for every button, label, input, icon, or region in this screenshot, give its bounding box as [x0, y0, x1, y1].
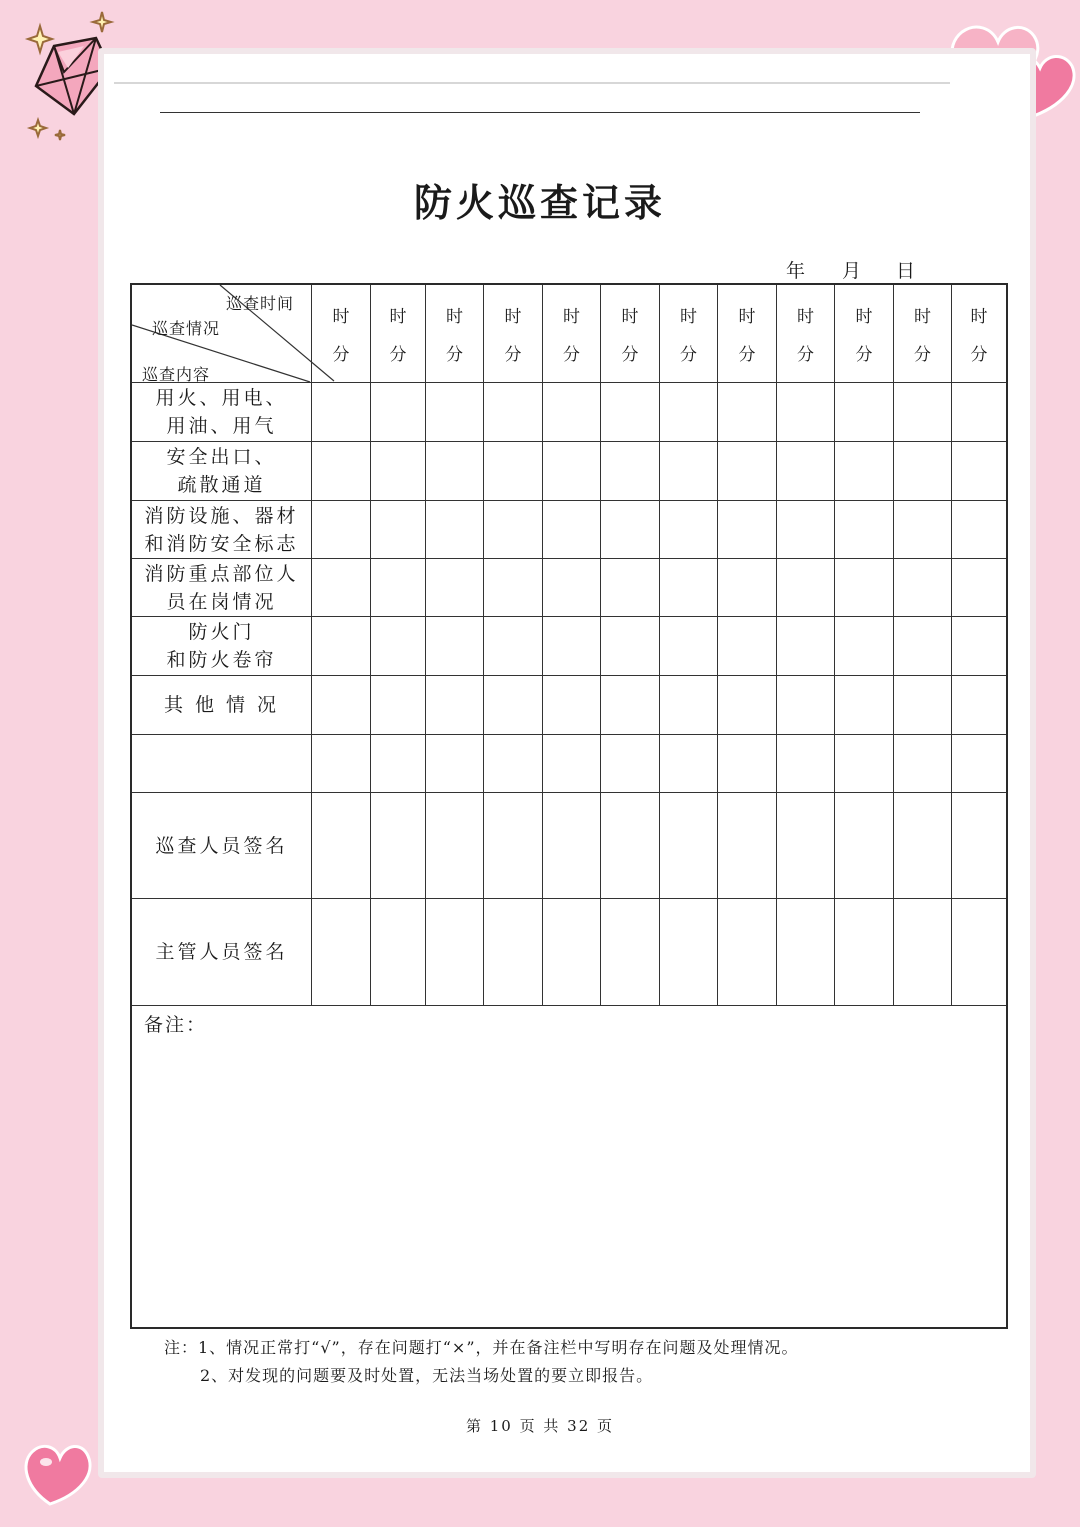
check-cell[interactable] [484, 617, 543, 676]
signature-cell[interactable] [718, 793, 777, 899]
check-cell[interactable] [718, 735, 777, 793]
check-cell[interactable] [952, 442, 1006, 501]
signature-cell[interactable] [835, 899, 894, 1006]
time-column-header [718, 285, 777, 383]
check-cell[interactable] [660, 617, 718, 676]
check-cell[interactable] [718, 383, 777, 442]
signature-cell[interactable] [777, 899, 835, 1006]
check-cell[interactable] [777, 442, 835, 501]
check-cell[interactable] [835, 559, 894, 617]
check-cell[interactable] [718, 442, 777, 501]
time-column-header [601, 285, 660, 383]
hour-label: 时 [914, 306, 931, 327]
check-cell[interactable] [371, 617, 426, 676]
footer-prefix: 第 [465, 1417, 483, 1435]
check-cell[interactable] [952, 676, 1006, 735]
check-cell[interactable] [426, 383, 484, 442]
hour-label: 时 [332, 306, 350, 327]
check-cell[interactable] [601, 501, 660, 559]
check-cell[interactable] [835, 676, 894, 735]
minute-label: 分 [914, 345, 931, 366]
signature-label: 巡查人员签名 [132, 793, 312, 899]
page-title: 防火巡查记录 [413, 180, 666, 225]
minute-label: 分 [797, 345, 814, 366]
check-cell[interactable] [952, 559, 1006, 617]
signature-cell[interactable] [952, 899, 1006, 1006]
signature-cell[interactable] [835, 793, 894, 899]
signature-cell[interactable] [484, 793, 543, 899]
note-2: 2、对发现的问题要及时处置，无法当场处置的要立即报告。 [200, 1366, 654, 1385]
minute-label: 分 [680, 345, 697, 366]
signature-cell[interactable] [426, 899, 484, 1006]
check-cell[interactable] [835, 383, 894, 442]
signature-cell[interactable] [543, 899, 601, 1006]
signature-cell[interactable] [484, 899, 543, 1006]
time-column-header [371, 285, 426, 383]
check-cell[interactable] [371, 735, 426, 793]
check-cell[interactable] [777, 559, 835, 617]
hour-label: 时 [970, 306, 988, 327]
signature-cell[interactable] [777, 793, 835, 899]
heart-icon [16, 1430, 96, 1510]
check-cell[interactable] [660, 676, 718, 735]
check-cell[interactable] [484, 501, 543, 559]
check-cell[interactable] [660, 383, 718, 442]
hour-label: 时 [797, 306, 814, 327]
check-cell[interactable] [426, 617, 484, 676]
minute-label: 分 [970, 345, 988, 366]
signature-cell[interactable] [660, 899, 718, 1006]
remarks-cell[interactable] [132, 1006, 1006, 1327]
signature-cell[interactable] [718, 899, 777, 1006]
footer-total-pages: 32 [567, 1417, 591, 1435]
check-cell[interactable] [718, 617, 777, 676]
page-footer [0, 1415, 1080, 1436]
time-column-header [484, 285, 543, 383]
footer-suffix: 页 [597, 1417, 615, 1435]
check-cell[interactable] [777, 735, 835, 793]
minute-label: 分 [855, 345, 873, 366]
hour-label: 时 [855, 306, 873, 327]
row-label: 消防设施、器材 和消防安全标志 [132, 501, 312, 559]
check-cell[interactable] [426, 559, 484, 617]
check-cell[interactable] [484, 442, 543, 501]
signature-cell[interactable] [952, 793, 1006, 899]
minute-label: 分 [389, 345, 407, 366]
row-label [132, 735, 312, 793]
check-cell[interactable] [312, 617, 371, 676]
check-cell[interactable] [601, 442, 660, 501]
hour-label: 时 [446, 306, 463, 327]
footer-page-number: 10 [489, 1417, 513, 1435]
check-cell[interactable] [312, 559, 371, 617]
row-label: 防火门 和防火卷帘 [132, 617, 312, 676]
check-cell[interactable] [312, 735, 371, 793]
signature-cell[interactable] [426, 793, 484, 899]
check-cell[interactable] [718, 559, 777, 617]
check-cell[interactable] [777, 501, 835, 559]
hour-label: 时 [389, 306, 407, 327]
check-cell[interactable] [426, 442, 484, 501]
check-cell[interactable] [312, 676, 371, 735]
check-cell[interactable] [660, 501, 718, 559]
time-column-header [835, 285, 894, 383]
check-cell[interactable] [484, 676, 543, 735]
minute-label: 分 [563, 345, 580, 366]
check-cell[interactable] [543, 383, 601, 442]
hour-label: 时 [621, 306, 639, 327]
check-cell[interactable] [777, 617, 835, 676]
date-day: 日 [896, 260, 916, 282]
signature-cell[interactable] [312, 899, 371, 1006]
check-cell[interactable] [371, 676, 426, 735]
check-cell[interactable] [601, 735, 660, 793]
check-cell[interactable] [543, 735, 601, 793]
check-cell[interactable] [601, 617, 660, 676]
check-cell[interactable] [952, 617, 1006, 676]
check-cell[interactable] [660, 559, 718, 617]
minute-label: 分 [446, 345, 463, 366]
minute-label: 分 [738, 345, 756, 366]
signature-cell[interactable] [371, 793, 426, 899]
check-cell[interactable] [718, 501, 777, 559]
check-cell[interactable] [894, 559, 952, 617]
time-column-header [894, 285, 952, 383]
row-label: 消防重点部位人 员在岗情况 [132, 559, 312, 617]
check-cell[interactable] [601, 559, 660, 617]
footer-middle: 页 共 [519, 1417, 561, 1435]
check-cell[interactable] [894, 383, 952, 442]
time-column-header [952, 285, 1006, 383]
check-cell[interactable] [718, 676, 777, 735]
check-cell[interactable] [601, 383, 660, 442]
check-cell[interactable] [660, 735, 718, 793]
check-cell[interactable] [312, 442, 371, 501]
patrol-record-table [130, 283, 1008, 1329]
hour-label: 时 [504, 306, 522, 327]
check-cell[interactable] [835, 617, 894, 676]
hour-label: 时 [738, 306, 756, 327]
header-patrol-situation: 巡查情况 [152, 319, 221, 338]
minute-label: 分 [504, 345, 522, 366]
check-cell[interactable] [426, 735, 484, 793]
minute-label: 分 [621, 345, 639, 366]
check-cell[interactable] [894, 735, 952, 793]
row-label: 用火、用电、 用油、用气 [132, 383, 312, 442]
diagonal-header-cell [132, 285, 312, 383]
check-cell[interactable] [601, 676, 660, 735]
check-cell[interactable] [952, 383, 1006, 442]
row-label: 其 他 情 况 [132, 676, 312, 735]
check-cell[interactable] [484, 735, 543, 793]
top-rule [160, 112, 920, 113]
signature-cell[interactable] [601, 899, 660, 1006]
signature-cell[interactable] [371, 899, 426, 1006]
check-cell[interactable] [371, 501, 426, 559]
check-cell[interactable] [312, 383, 371, 442]
check-cell[interactable] [426, 501, 484, 559]
time-column-header [312, 285, 371, 383]
check-cell[interactable] [484, 383, 543, 442]
check-cell[interactable] [894, 442, 952, 501]
check-cell[interactable] [952, 735, 1006, 793]
top-divider [114, 82, 950, 84]
time-column-header [660, 285, 718, 383]
hour-label: 时 [680, 306, 697, 327]
header-patrol-time: 巡查时间 [226, 294, 295, 313]
check-cell[interactable] [894, 676, 952, 735]
check-cell[interactable] [543, 442, 601, 501]
date-month: 月 [842, 260, 862, 282]
check-cell[interactable] [371, 559, 426, 617]
check-cell[interactable] [426, 676, 484, 735]
check-cell[interactable] [952, 501, 1006, 559]
check-cell[interactable] [894, 617, 952, 676]
check-cell[interactable] [660, 442, 718, 501]
signature-cell[interactable] [660, 793, 718, 899]
note-1: 注：1、情况正常打“√”，存在问题打“×”，并在备注栏中写明存在问题及处理情况。 [164, 1338, 799, 1357]
check-cell[interactable] [835, 501, 894, 559]
check-cell[interactable] [371, 383, 426, 442]
signature-label: 主管人员签名 [132, 899, 312, 1006]
check-cell[interactable] [835, 442, 894, 501]
check-cell[interactable] [777, 383, 835, 442]
check-cell[interactable] [484, 559, 543, 617]
signature-cell[interactable] [312, 793, 371, 899]
signature-cell[interactable] [894, 899, 952, 1006]
signature-cell[interactable] [543, 793, 601, 899]
date-year: 年 [786, 260, 806, 282]
check-cell[interactable] [777, 676, 835, 735]
check-cell[interactable] [543, 559, 601, 617]
check-cell[interactable] [543, 676, 601, 735]
header-patrol-content: 巡查内容 [142, 365, 211, 384]
signature-cell[interactable] [601, 793, 660, 899]
row-label: 安全出口、 疏散通道 [132, 442, 312, 501]
check-cell[interactable] [894, 501, 952, 559]
hour-label: 时 [563, 306, 580, 327]
check-cell[interactable] [835, 735, 894, 793]
check-cell[interactable] [543, 617, 601, 676]
check-cell[interactable] [543, 501, 601, 559]
time-column-header [777, 285, 835, 383]
check-cell[interactable] [371, 442, 426, 501]
time-column-header [543, 285, 601, 383]
signature-cell[interactable] [894, 793, 952, 899]
remarks-label: 备注： [144, 1014, 208, 1036]
time-column-header [426, 285, 484, 383]
check-cell[interactable] [312, 501, 371, 559]
minute-label: 分 [332, 345, 350, 366]
